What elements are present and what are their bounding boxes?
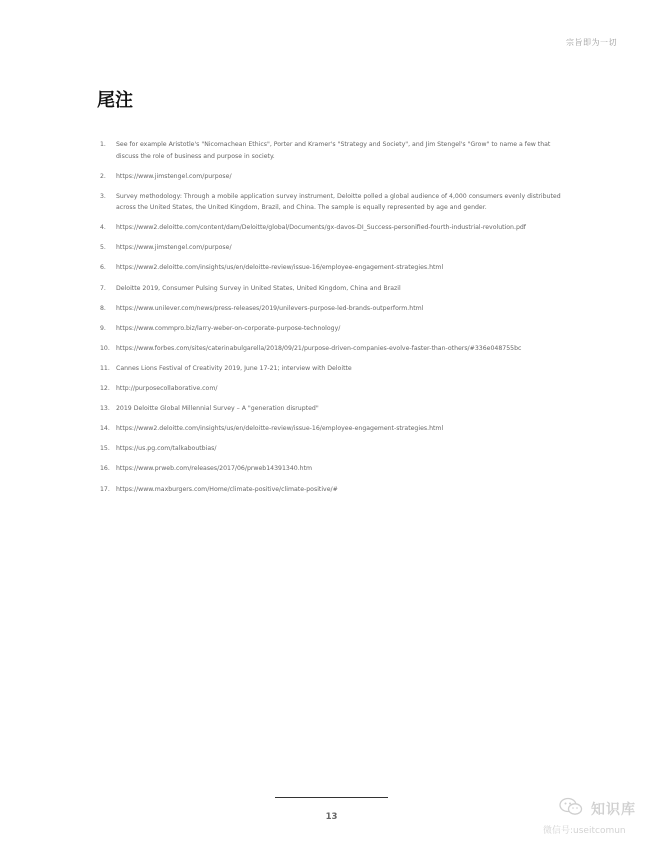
endnote-text[interactable]: https://www.unilever.com/news/press-releases/2019/unilevers-purpose-led-brands-outperform.html — [116, 304, 424, 312]
endnote-item — [97, 191, 567, 214]
endnote-text[interactable]: https://www.forbes.com/sites/caterinabulgarella/2018/09/21/purpose-driven-companies-evolve-faster-than-others/#336e048755bc — [116, 344, 522, 352]
endnote-item — [97, 242, 567, 254]
endnote-number: 8. — [100, 304, 106, 312]
endnote-item — [97, 403, 567, 415]
watermark — [543, 797, 653, 845]
endnote-text[interactable]: https://www2.deloitte.com/insights/us/en/deloitte-review/issue-16/employee-engagement-strategies.html — [116, 425, 444, 433]
watermark-subtitle: 微信号:useitcomun — [543, 826, 626, 836]
endnote-number: 7. — [100, 284, 106, 292]
endnote-number: 9. — [100, 324, 106, 332]
header-tagline: 宗旨即为一切 — [566, 38, 617, 47]
endnote-number: 16. — [100, 465, 110, 473]
endnote-text[interactable]: http://purposecollaborative.com/ — [116, 385, 218, 393]
endnote-item — [97, 423, 567, 435]
wechat-icon — [559, 797, 583, 817]
endnote-number: 6. — [100, 264, 106, 272]
endnote-item — [97, 463, 567, 475]
endnote-number: 4. — [100, 224, 106, 232]
endnote-item — [97, 363, 567, 375]
endnote-text[interactable]: https://www.commpro.biz/larry-weber-on-corporate-purpose-technology/ — [116, 324, 341, 332]
endnote-item — [97, 171, 567, 183]
endnote-number: 3. — [100, 192, 106, 200]
endnote-text[interactable]: https://www.maxburgers.com/Home/climate-positive/climate-positive/# — [116, 485, 338, 493]
endnote-item — [97, 262, 567, 274]
endnote-item — [97, 343, 567, 355]
endnote-number: 15. — [100, 445, 110, 453]
watermark-brand: 知识库 — [591, 802, 636, 818]
endnote-number: 12. — [100, 385, 110, 393]
endnote-number: 14. — [100, 425, 110, 433]
endnote-text[interactable]: https://www2.deloitte.com/insights/us/en/deloitte-review/issue-16/employee-engagement-strategies.html — [116, 264, 444, 272]
endnote-text[interactable]: https://www.prweb.com/releases/2017/06/prweb14391340.htm — [116, 465, 313, 473]
page-number: 13 — [325, 812, 338, 822]
endnote-text[interactable]: https://www.jimstengel.com/purpose/ — [116, 172, 232, 180]
endnote-number: 2. — [100, 172, 106, 180]
endnote-text: Deloitte 2019, Consumer Pulsing Survey in United States, United Kingdom, China and Brazil — [116, 284, 401, 292]
endnote-text: 2019 Deloitte Global Millennial Survey – A "generation disrupted" — [116, 405, 319, 413]
endnote-number: 10. — [100, 344, 110, 352]
endnote-text: Cannes Lions Festival of Creativity 2019, June 17-21; interview with Deloitte — [116, 364, 352, 372]
endnote-number: 13. — [100, 405, 110, 413]
footer-divider — [275, 797, 388, 798]
endnote-text[interactable]: https://us.pg.com/talkaboutbias/ — [116, 445, 217, 453]
endnote-item — [97, 222, 567, 234]
endnote-item — [97, 139, 567, 162]
endnote-number: 17. — [100, 485, 110, 493]
endnote-item — [97, 443, 567, 455]
endnote-number: 5. — [100, 244, 106, 252]
endnote-item — [97, 323, 567, 335]
endnote-text: See for example Aristotle's "Nicomachean Ethics", Porter and Kramer's "Strategy and Society", and Jim Stengel's "Grow" to name a few that discuss the role of business and purpose in society. — [116, 141, 551, 160]
endnote-item — [97, 383, 567, 395]
endnote-item — [97, 303, 567, 315]
endnotes-list — [97, 139, 567, 504]
endnote-item — [97, 283, 567, 295]
endnote-text: Survey methodology: Through a mobile application survey instrument, Deloitte polled a global audience of 4,000 consumers evenly distributed across the United States, the United Kingdom, Brazil, and China. The sample is equally represented by age and gender. — [116, 192, 561, 212]
endnote-item — [97, 484, 567, 496]
page-title: 尾注 — [97, 90, 133, 111]
endnote-number: 11. — [100, 364, 110, 372]
endnote-number: 1. — [100, 141, 106, 148]
endnote-text[interactable]: https://www2.deloitte.com/content/dam/Deloitte/global/Documents/gx-davos-DI_Success-personified-fourth-industrial-revolution.pdf — [116, 224, 526, 232]
endnote-text[interactable]: https://www.jimstengel.com/purpose/ — [116, 244, 232, 252]
